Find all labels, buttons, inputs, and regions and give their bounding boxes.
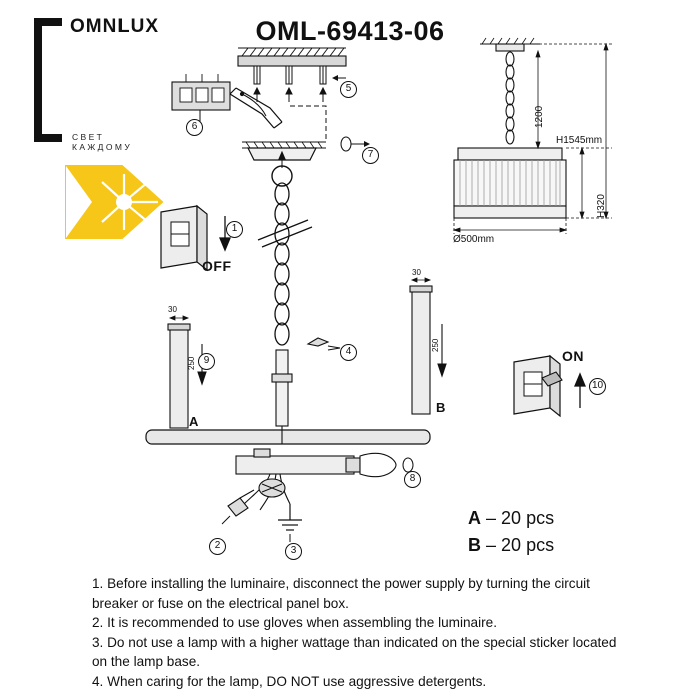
dimension-rod-a-width: 30 [168, 305, 177, 314]
state-on-label: ON [562, 348, 584, 364]
callout-9: 9 [198, 353, 215, 370]
parts-list-a-label: A [468, 508, 481, 528]
parts-list-row-b [468, 532, 554, 559]
part-b-label: B [436, 400, 446, 415]
callout-8: 8 [404, 471, 421, 488]
callout-4: 4 [340, 344, 357, 361]
brand-name-lux-text: LUX [118, 16, 159, 37]
brand-name-omni-text: OMNI [70, 16, 124, 37]
part-a-label: A [189, 414, 199, 429]
dimension-rod-b-width: 30 [412, 268, 421, 277]
callout-10: 10 [589, 378, 606, 395]
callout-1: 1 [226, 221, 243, 238]
part-a-diagram [156, 310, 226, 430]
instruction-4: 4. When caring for the lamp, DO NOT use aggressive detergents. [92, 673, 487, 689]
parts-list-row-a [468, 505, 554, 532]
brand-logo [26, 14, 166, 234]
dimension-rod-a-length: 250 [187, 356, 196, 370]
instruction-1: 1. Before installing the luminaire, disconnect the power supply by turning the circuit breaker or fuse on the electrical panel box. [92, 576, 590, 611]
callout-5: 5 [340, 81, 357, 98]
dimension-total-height: H1545mm [556, 135, 603, 146]
instruction-3: 3. Do not use a lamp with a higher wattage than indicated on the special sticker located on the lamp base. [92, 634, 617, 670]
instructions-block [92, 574, 620, 692]
instruction-2: 2. It is recommended to use gloves when assembling the luminaire. [92, 615, 497, 631]
callout-6: 6 [186, 119, 203, 136]
brand-tagline: СВЕТ КАЖДОМУ [72, 132, 133, 152]
parts-list-b-sep: – [486, 535, 497, 555]
dimension-rod-b-length: 250 [431, 338, 440, 352]
parts-list-b-label: B [468, 535, 481, 555]
dimension-chain-drop: 1200 [534, 105, 545, 128]
page-title: OML-69413-06 [255, 16, 445, 46]
parts-list [468, 505, 554, 559]
dimension-shade-diameter: Ø500mm [453, 234, 495, 245]
callout-2: 2 [209, 538, 226, 555]
callout-3: 3 [285, 543, 302, 560]
state-off-label: OFF [202, 258, 232, 274]
parts-list-b-qty: 20 pcs [501, 535, 555, 555]
parts-list-a-sep: – [486, 508, 497, 528]
dimension-shade-height: H320 [596, 194, 607, 218]
parts-list-a-qty: 20 pcs [501, 508, 555, 528]
callout-7: 7 [362, 147, 379, 164]
switch-off-diagram [155, 200, 265, 300]
